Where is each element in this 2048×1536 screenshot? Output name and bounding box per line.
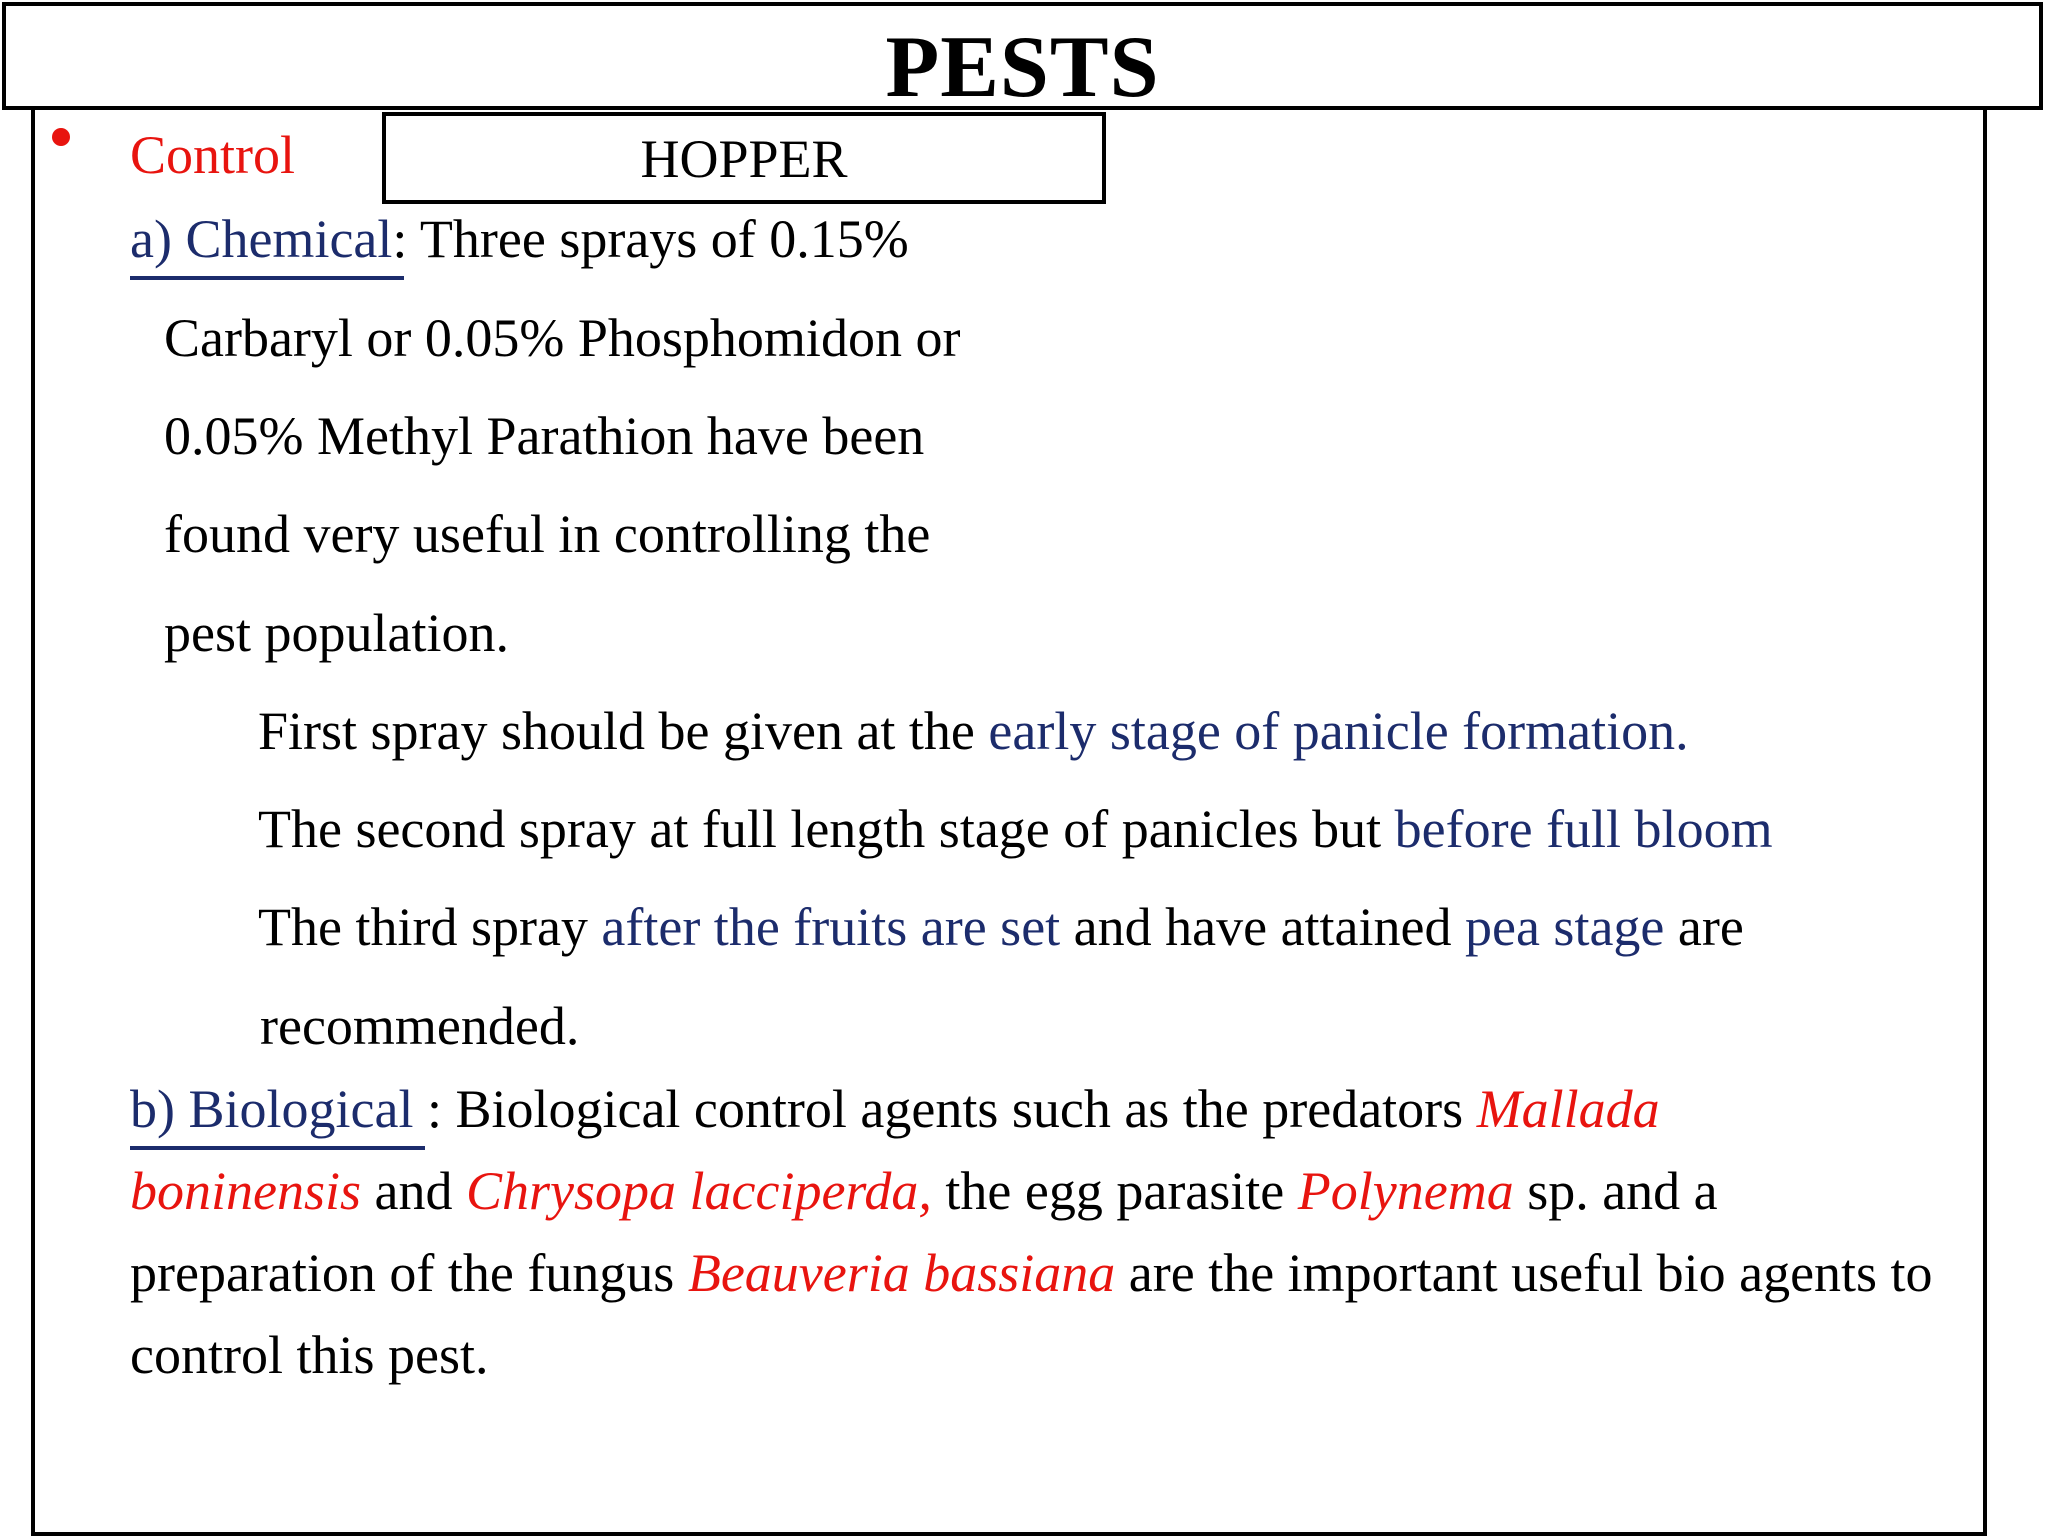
chemical-text-1: : Three sprays of 0.15% [392, 209, 909, 269]
first-spray-prefix: First spray should be given at the [258, 701, 989, 761]
third-spray-mid: and have attained [1060, 897, 1465, 957]
species-mallada: Mallada [1476, 1079, 1660, 1139]
third-spray-suffix: are [1664, 897, 1744, 957]
control-heading: Control [130, 125, 296, 185]
first-spray-highlight: early stage of panicle formation. [988, 701, 1689, 761]
hopper-box [382, 112, 1106, 204]
second-spray-prefix: The second spray at full length stage of panicles but [258, 799, 1395, 859]
prep-prefix: preparation of the fungus [130, 1243, 688, 1303]
prep-suffix: are the important useful bio agents to [1115, 1243, 1933, 1303]
chemical-line-1 [130, 209, 909, 269]
third-spray-prefix: The third spray [258, 897, 602, 957]
species-polynema: Polynema [1297, 1161, 1514, 1221]
third-spray-highlight-2: pea stage [1465, 897, 1665, 957]
chemical-heading: a) Chemical [130, 209, 393, 269]
and-text: and [361, 1161, 466, 1221]
species-chrysopa: Chrysopa lacciperda, [465, 1161, 932, 1221]
egg-parasite-text: the egg parasite [931, 1161, 1298, 1221]
second-spray-line [258, 799, 1773, 859]
biological-line-4: control this pest. [130, 1325, 489, 1385]
chemical-line-4: found very useful in controlling the [164, 504, 931, 564]
chemical-line-5: pest population. [164, 603, 509, 663]
third-spray-line [258, 897, 1744, 957]
biological-text-1: : Biological control agents such as the predators [413, 1079, 1477, 1139]
chemical-line-3: 0.05% Methyl Parathion have been [164, 406, 925, 466]
sp-and-a-text: sp. and a [1513, 1161, 1718, 1221]
biological-line-2 [130, 1161, 1718, 1221]
species-boninensis: boninensis [130, 1161, 362, 1221]
second-spray-highlight: before full bloom [1394, 799, 1773, 859]
bullet-icon [52, 128, 70, 146]
species-beauveria: Beauveria bassiana [687, 1243, 1116, 1303]
page-title: PESTS [885, 19, 1160, 116]
hopper-label: HOPPER [640, 129, 848, 189]
biological-line-1 [130, 1079, 1660, 1139]
first-spray-line [258, 701, 1689, 761]
chemical-line-2: Carbaryl or 0.05% Phosphomidon or [164, 308, 961, 368]
recommended-line: recommended. [260, 996, 580, 1056]
biological-heading: b) Biological [130, 1079, 414, 1139]
biological-line-3 [130, 1243, 1933, 1303]
title-bar [2, 2, 2043, 116]
third-spray-highlight-1: after the fruits are set [601, 897, 1061, 957]
